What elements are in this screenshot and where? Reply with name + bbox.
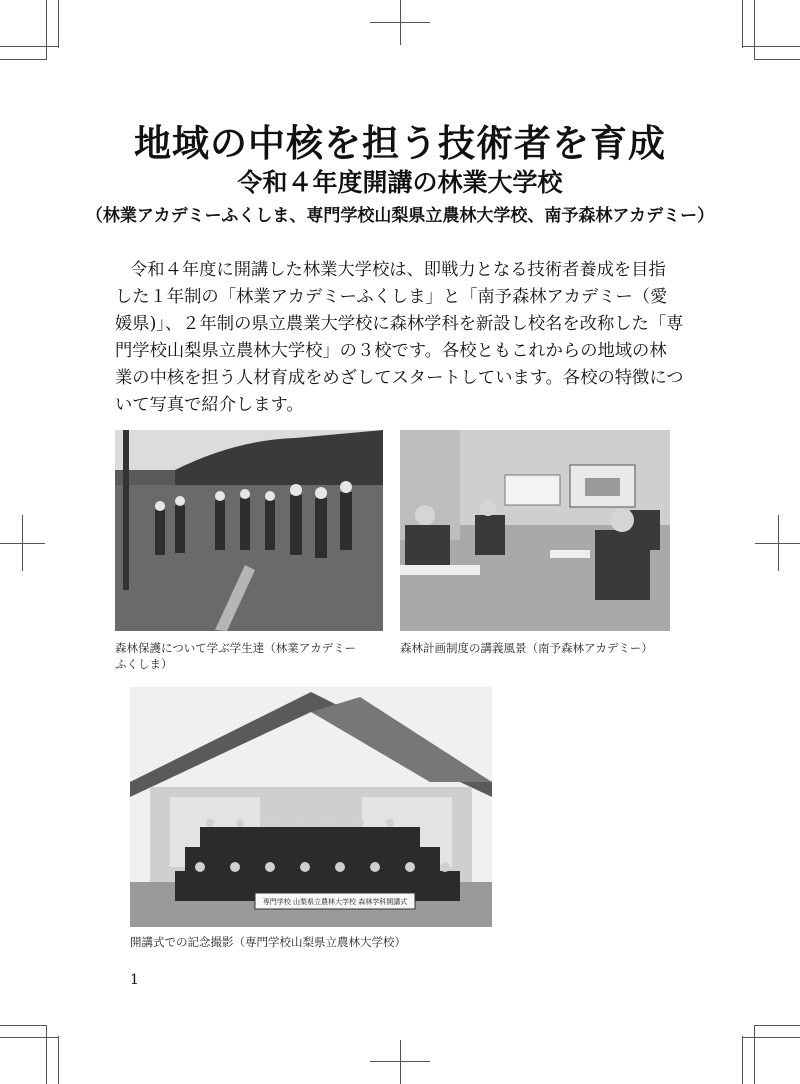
- crop-mark: [0, 46, 58, 47]
- photo-forest-students: [115, 430, 383, 631]
- crop-mark: [754, 1025, 755, 1084]
- photo-caption: 開講式での記念撮影（専門学校山梨県立農林大学校）: [130, 935, 406, 949]
- photo-caption: 森林計画制度の講義風景（南予森林アカデミー）: [400, 641, 653, 655]
- crop-mark: [0, 1037, 58, 1038]
- crop-mark: [58, 1036, 59, 1084]
- crop-mark: [46, 1025, 47, 1084]
- crop-mark: [754, 59, 800, 60]
- photo-caption: ふくしま）: [115, 657, 173, 671]
- crop-mark: [58, 0, 59, 48]
- crop-mark: [370, 1061, 430, 1062]
- crop-mark: [370, 22, 430, 23]
- crop-mark: [742, 0, 743, 48]
- crop-mark: [742, 46, 800, 47]
- crop-mark: [778, 515, 779, 571]
- crop-mark: [754, 1025, 800, 1026]
- body-line: 媛県)」、２年制の県立農業大学校に森林学科を新設し校名を改称した「専: [115, 314, 684, 334]
- page-title: 地域の中核を担う技術者を育成: [134, 122, 666, 165]
- crop-mark: [46, 0, 47, 60]
- body-line: 門学校山梨県立農林大学校」の３校です。各校ともこれからの地域の林: [115, 341, 667, 361]
- crop-mark: [22, 515, 23, 571]
- school-list: （林業アカデミーふくしま、専門学校山梨県立農林大学校、南予森林アカデミー）: [85, 206, 715, 226]
- body-line: いて写真で紹介します。: [115, 395, 304, 415]
- crop-mark: [0, 1025, 46, 1026]
- crop-mark: [742, 1037, 800, 1038]
- ceremony-banner: 専門学校 山梨県立農林大学校 森林学科開講式: [262, 898, 408, 906]
- body-line: 業の中核を担う人材育成をめざしてスタートしています。各校の特徴につ: [115, 368, 684, 388]
- page-number: 1: [130, 972, 139, 988]
- crop-mark: [742, 1036, 743, 1084]
- page-subtitle: 令和４年度開講の林業大学校: [237, 168, 563, 197]
- body-line: した１年制の「林業アカデミーふくしま」と「南予森林アカデミー（愛: [115, 287, 668, 307]
- crop-mark: [754, 0, 755, 60]
- photo-caption: 森林保護について学ぶ学生達（林業アカデミー: [115, 641, 357, 655]
- photo-ceremony: [130, 687, 492, 927]
- crop-mark: [0, 59, 46, 60]
- photo-lecture: [400, 430, 670, 631]
- body-line: 令和４年度に開講した林業大学校は、即戦力となる技術者養成を目指: [130, 260, 666, 280]
- crop-mark: [400, 1040, 401, 1084]
